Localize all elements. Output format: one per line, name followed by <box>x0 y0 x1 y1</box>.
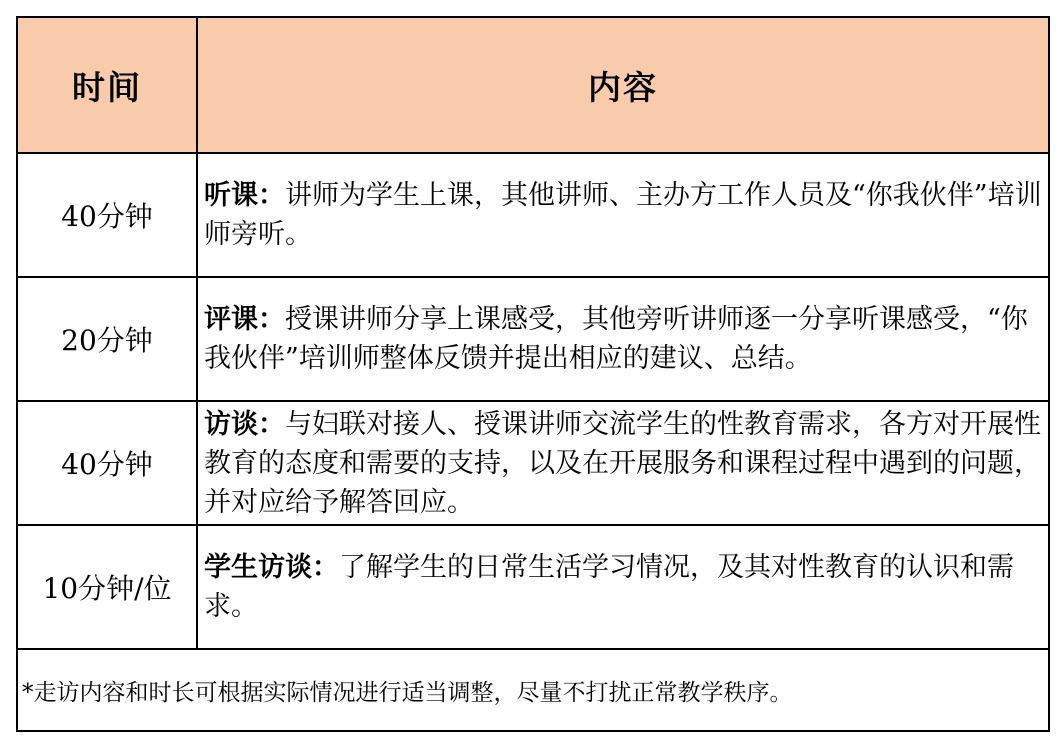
time-cell: 10分钟/位 <box>17 525 197 649</box>
content-cell <box>197 277 1049 401</box>
content-text: 了解学生的日常生活学习情况，及其对性教育的认识和需求。 <box>204 552 1014 622</box>
content-text: 与妇联对接人、授课讲师交流学生的性教育需求，各方对开展性教育的态度和需要的支持，以及在开展服务和课程过程中遇到的问题，并对应给予解答回应。 <box>204 408 1041 518</box>
footnote: *走访内容和时长可根据实际情况进行适当调整，尽量不打扰正常教学秩序。 <box>17 649 1049 731</box>
header-time: 时间 <box>17 17 197 153</box>
time-cell: 40分钟 <box>17 401 197 525</box>
content-label: 评课： <box>204 304 285 335</box>
content-label: 听课： <box>204 180 285 211</box>
time-cell: 40分钟 <box>17 153 197 277</box>
content-text: 授课讲师分享上课感受，其他旁听讲师逐一分享听课感受，“你我伙伴”培训师整体反馈并提出相应的建议、总结。 <box>204 304 1028 374</box>
content-label: 访谈： <box>204 408 285 440</box>
content-text: 讲师为学生上课，其他讲师、主办方工作人员及“你我伙伴”培训师旁听。 <box>204 180 1042 250</box>
header-content: 内容 <box>197 17 1049 153</box>
content-cell <box>197 525 1049 649</box>
content-cell <box>197 153 1049 277</box>
content-label: 学生访谈： <box>204 552 339 583</box>
table-row <box>17 277 1049 401</box>
header-row <box>17 17 1049 153</box>
schedule-table <box>16 16 1050 732</box>
table-row <box>17 525 1049 649</box>
content-cell <box>197 401 1049 525</box>
table-row <box>17 401 1049 525</box>
note-row <box>17 649 1049 731</box>
time-cell: 20分钟 <box>17 277 197 401</box>
table-row <box>17 153 1049 277</box>
